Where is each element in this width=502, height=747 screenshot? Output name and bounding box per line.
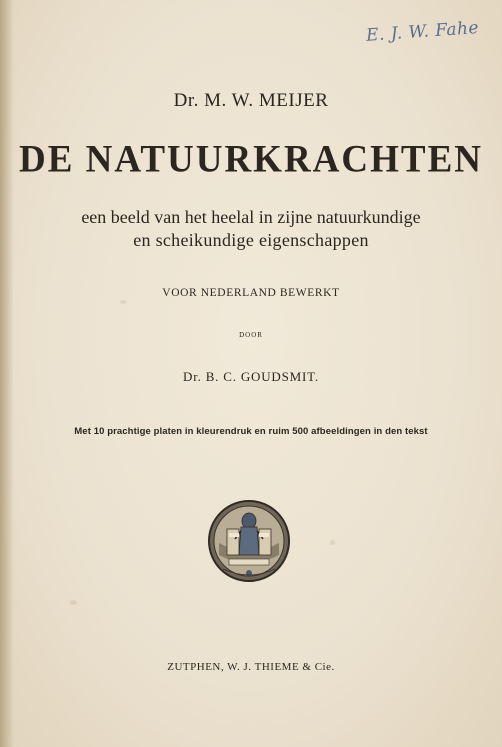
handwritten-signature: E. J. W. Fahe — [365, 17, 480, 46]
illustrations-note: Met 10 prachtige platen in kleurendruk en ruim 500 afbeeldingen in den tekst — [74, 426, 428, 437]
publisher-emblem-icon — [207, 499, 291, 583]
publisher-imprint: ZUTPHEN, W. J. THIEME & Cie. — [167, 661, 335, 673]
translator-name: Dr. B. C. GOUDSMIT. — [183, 369, 319, 384]
paper-stain — [120, 300, 126, 304]
subtitle-line-2: en scheikundige eigenschappen — [133, 230, 369, 250]
paper-stain — [70, 600, 77, 605]
subtitle-line-1: een beeld van het heelal in zijne natuurkundige — [81, 207, 421, 227]
book-title: DE NATUURKRACHTEN — [19, 137, 483, 182]
author-name: Dr. M. W. MEIJER — [173, 90, 329, 111]
paper-stain — [330, 540, 335, 545]
by-label: DOOR — [239, 331, 263, 339]
adaptation-note: VOOR NEDERLAND BEWERKT — [162, 287, 340, 299]
